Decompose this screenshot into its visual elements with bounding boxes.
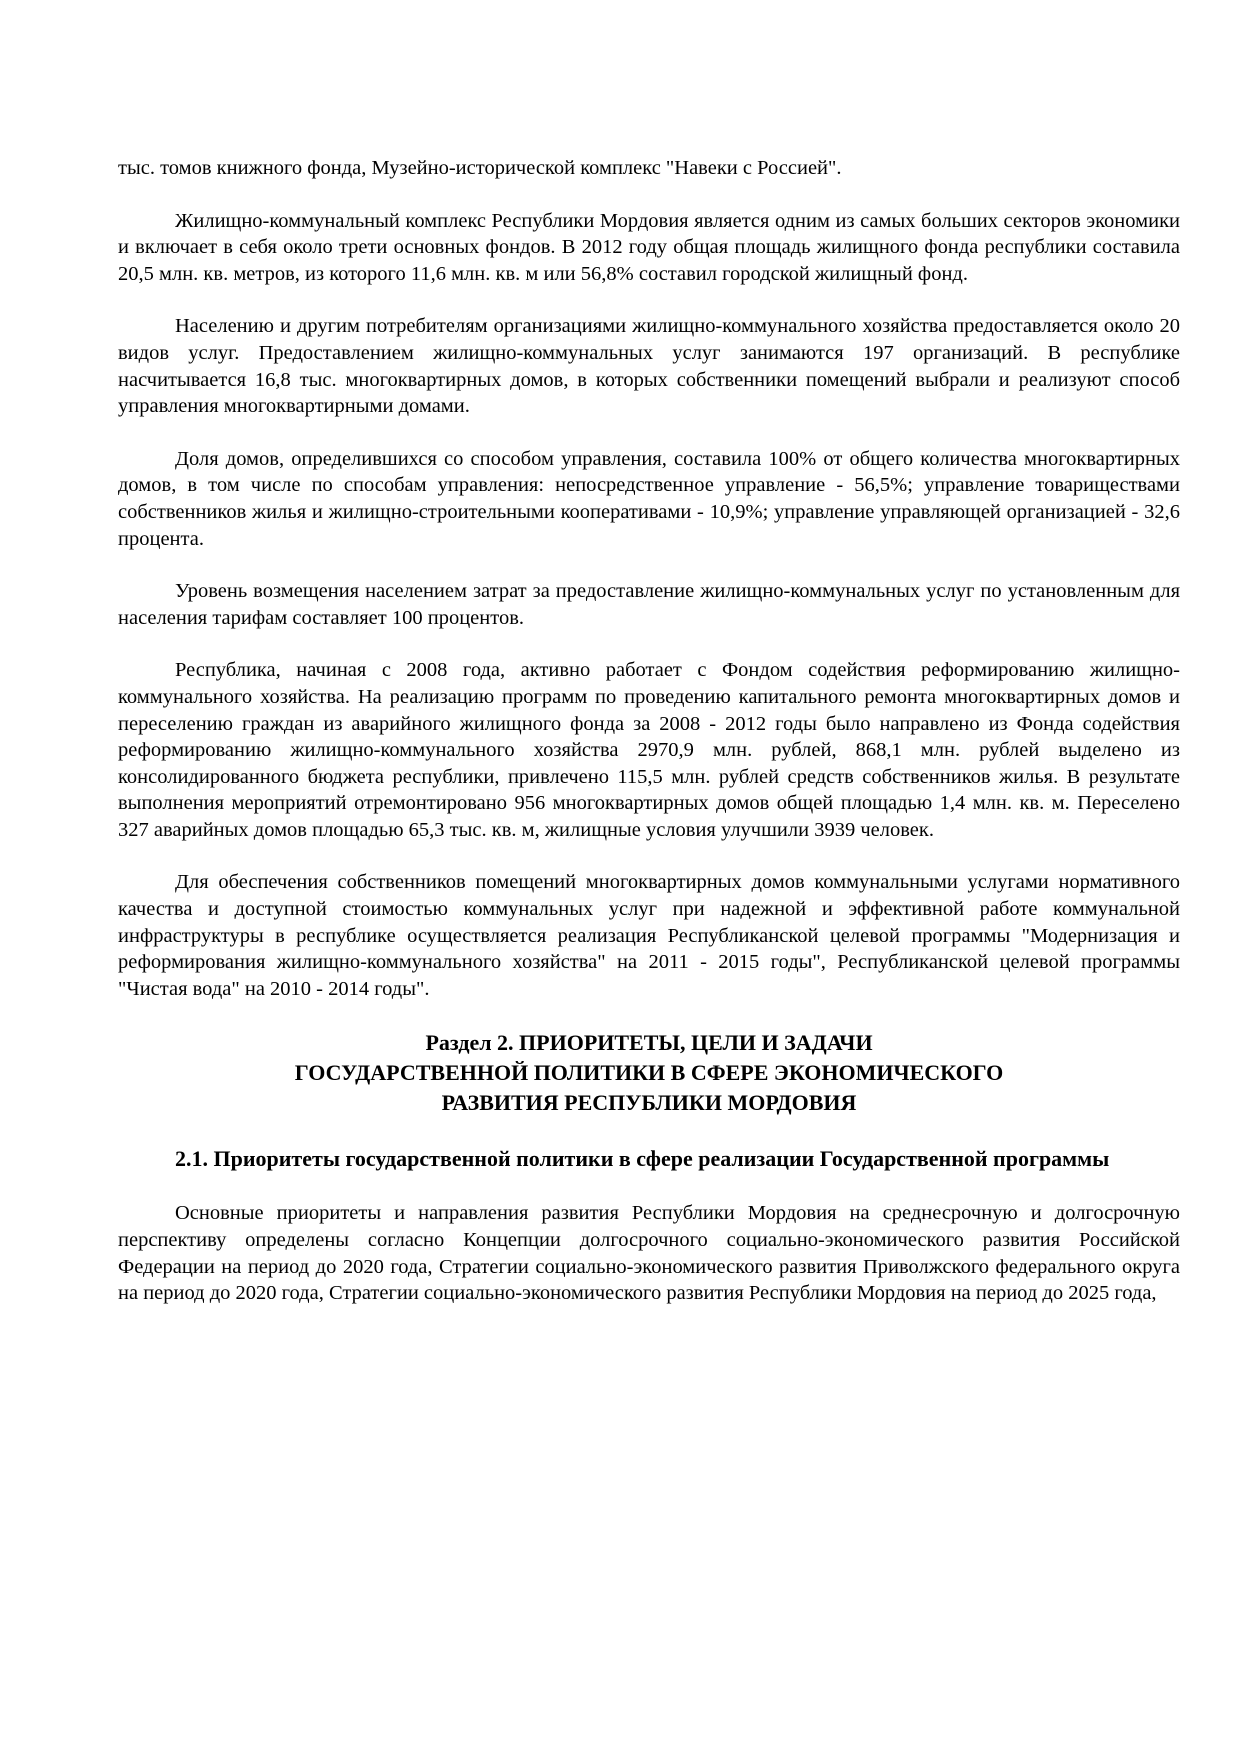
paragraph-reform-fund: Республика, начиная с 2008 года, активно работает с Фондом содействия реформированию жилищно-коммунального хозяйства. На реализацию программ по проведению капитального ремонта многоквартирных домов и переселению граждан из аварийного жилищного фонда за 2008 - 2012 годы было направлено из Фонда содействия реформированию жилищно-коммунального хозяйства 2970,9 млн. рублей, 868,1 млн. рублей выделено из консолидированного бюджета республики, привлечено 115,5 млн. рублей средств собственников жилья. В результате выполнения мероприятий отремонтировано 956 многоквартирных домов общей площадью 1,4 млн. кв. м. Переселено 327 аварийных домов площадью 65,3 тыс. кв. м, жилищные условия улучшили 3939 человек. (118, 659, 1180, 841)
section-heading-line-3: РАЗВИТИЯ РЕСПУБЛИКИ МОРДОВИЯ (441, 1090, 857, 1116)
subsection-heading: 2.1. Приоритеты государственной политики в сфере реализации Государственной программы (175, 1146, 1110, 1172)
section-heading-line-2: ГОСУДАРСТВЕННОЙ ПОЛИТИКИ В СФЕРЕ ЭКОНОМИЧЕСКОГО (294, 1060, 1004, 1086)
paragraph-target-programs: Для обеспечения собственников помещений многоквартирных домов коммунальными услугами нормативного качества и доступной стоимостью коммунальных услуг при надежной и эффективной работе коммунальной инфраструктуры в республике осуществляется реализация Республиканской целевой программы "Модернизация и реформирования жилищно-коммунального хозяйства" на 2011 - 2015 годы", Республиканской целевой программы "Чистая вода" на 2010 - 2014 годы". (118, 871, 1180, 1000)
paragraph-services: Населению и другим потребителям организациями жилищно-коммунального хозяйства предоставляется около 20 видов услуг. Предоставлением жилищно-коммунальных услуг занимаются 197 организаций. В республике насчитывается 16,8 тыс. многоквартирных домов, в которых собственники помещений выбрали и реализуют способ управления многоквартирными домами. (118, 315, 1180, 418)
paragraph-priorities: Основные приоритеты и направления развития Республики Мордовия на среднесрочную и долгосрочную перспективу определены согласно Концепции долгосрочного социально-экономического развития Российской Федерации на период до 2020 года, Стратегии социально-экономического развития Приволжского федерального округа на период до 2020 года, Стратегии социально-экономического развития Республики Мордовия на период до 2025 года, (118, 1202, 1180, 1305)
section-heading (118, 1028, 1180, 1118)
paragraph-cost-recovery: Уровень возмещения населением затрат за предоставление жилищно-коммунальных услуг по установленным для населения тарифам составляет 100 процентов. (118, 580, 1180, 629)
paragraph-housing-complex: Жилищно-коммунальный комплекс Республики Мордовия является одним из самых больших секторов экономики и включает в себя около трети основных фондов. В 2012 году общая площадь жилищного фонда республики составила 20,5 млн. кв. метров, из которого 11,6 млн. кв. м или 56,8% составил городской жилищный фонд. (118, 209, 1180, 285)
document-page (118, 155, 1180, 1333)
paragraph-management-share: Доля домов, определившихся со способом управления, составила 100% от общего количества многоквартирных домов, в том числе по способам управления: непосредственное управление - 56,5%; управление товариществами собственников жилья и жилищно-строительными кооперативами - 10,9%; управление управляющей организацией - 32,6 процента. (118, 447, 1180, 550)
continuation-paragraph: тыс. томов книжного фонда, Музейно-исторической комплекс "Навеки с Россией". (118, 157, 842, 179)
section-heading-line-1: Раздел 2. ПРИОРИТЕТЫ, ЦЕЛИ И ЗАДАЧИ (425, 1030, 873, 1056)
